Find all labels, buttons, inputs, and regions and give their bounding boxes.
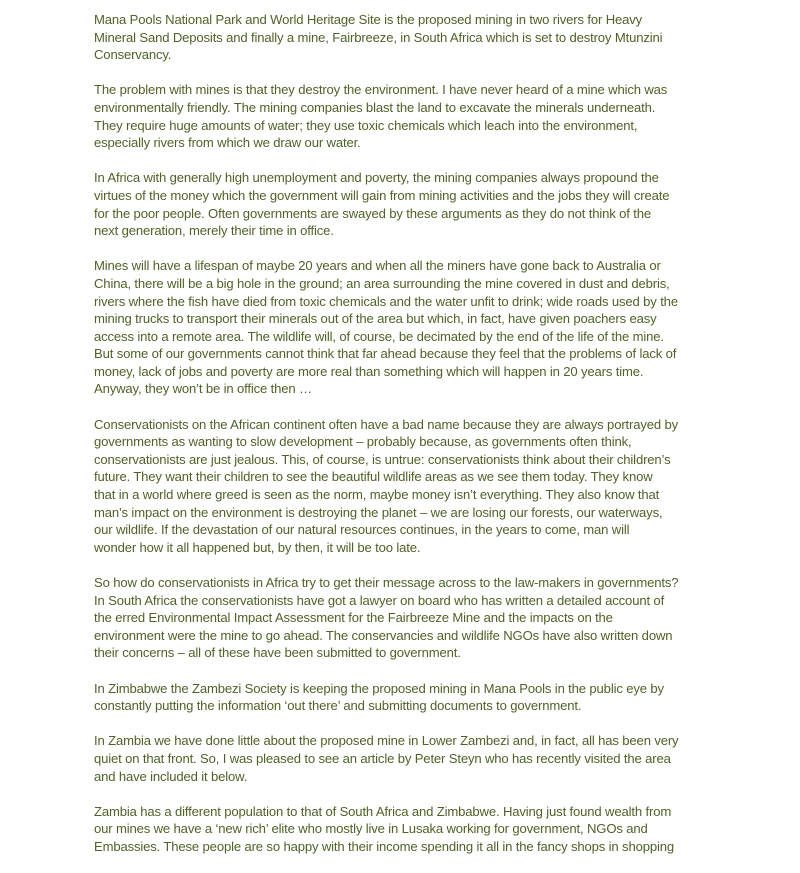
- text-line: virtues of the money which the government will gain from mining activities and the jobs they will create: [94, 187, 670, 203]
- text-line: man’s impact on the environment is destroying the planet – we are losing our forests, our waterways,: [94, 504, 663, 520]
- text-line: our mines we have a ‘new rich’ elite who mostly live in Lusaka working for government, NGOs and: [94, 821, 648, 837]
- text-line: quiet on that front. So, I was pleased to see an article by Peter Steyn who has recently visited the area: [94, 750, 671, 766]
- paragraph: [94, 169, 734, 239]
- text-line: money, lack of jobs and poverty are more real than something which will happen in 20 years time.: [94, 363, 644, 379]
- paragraph: [94, 803, 734, 856]
- text-line: conservationists are just jealous. This, of course, is untrue: conservationists think about their children’s: [94, 451, 671, 467]
- text-line: But some of our governments cannot think that far ahead because they feel that the problems of lack of: [94, 346, 677, 362]
- paragraph: [94, 416, 734, 557]
- text-line: for the poor people. Often governments are swayed by these arguments as they do not think of the: [94, 205, 651, 221]
- paragraph: [94, 680, 734, 715]
- text-line: that in a world where greed is seen as the norm, maybe money isn’t everything. They also know that: [94, 487, 660, 503]
- text-line: Mines will have a lifespan of maybe 20 years and when all the miners have gone back to Australia or: [94, 258, 661, 274]
- text-line: future. They want their children to see the beautiful wildlife areas as we see them today. They know: [94, 469, 653, 485]
- text-line: especially rivers from which we draw our water.: [94, 135, 361, 151]
- text-line: constantly putting the information ‘out there’ and submitting documents to government.: [94, 698, 582, 714]
- paragraph: [94, 11, 734, 64]
- text-line: next generation, merely their time in office.: [94, 223, 334, 239]
- text-line: Conservancy.: [94, 47, 172, 63]
- text-line: Anyway, they won’t be in office then …: [94, 381, 312, 397]
- text-line: environment were the mine to go ahead. The conservancies and wildlife NGOs have also written down: [94, 627, 673, 643]
- text-line: governments as wanting to slow development – probably because, as governments often think,: [94, 434, 632, 450]
- text-line: and have included it below.: [94, 768, 248, 784]
- text-line: rivers where the fish have died from toxic chemicals and the water unfit to drink; wide roads used by the: [94, 293, 678, 309]
- text-line: their concerns – all of these have been submitted to government.: [94, 645, 461, 661]
- text-line: In Zimbabwe the Zambezi Society is keeping the proposed mining in Mana Pools in the public eye by: [94, 680, 664, 696]
- text-line: mining trucks to transport their minerals out of the area but which, in fact, have given poachers easy: [94, 311, 657, 327]
- text-line: They require huge amounts of water; they use toxic chemicals which leach into the environment,: [94, 117, 638, 133]
- text-line: In Zambia we have done little about the proposed mine in Lower Zambezi and, in fact, all has been very: [94, 733, 679, 749]
- text-line: environmentally friendly. The mining companies blast the land to excavate the minerals underneath.: [94, 99, 656, 115]
- text-line: In South Africa the conservationists have got a lawyer on board who has written a detailed account of: [94, 592, 665, 608]
- text-line: Conservationists on the African continent often have a bad name because they are always portrayed by: [94, 416, 679, 432]
- text-line: our wildlife. If the devastation of our natural resources continues, in the years to come, man will: [94, 522, 630, 538]
- document-body: [94, 11, 734, 873]
- text-line: Embassies. These people are so happy with their income spending it all in the fancy shops in shopping: [94, 838, 675, 854]
- text-line: Mana Pools National Park and World Heritage Site is the proposed mining in two rivers for Heavy: [94, 12, 643, 27]
- paragraph: [94, 257, 734, 398]
- text-line: the erred Environmental Impact Assessment for the Fairbreeze Mine and the impacts on the: [94, 610, 613, 626]
- text-line: Zambia has a different population to that of South Africa and Zimbabwe. Having just found wealth from: [94, 803, 672, 819]
- text-line: The problem with mines is that they destroy the environment. I have never heard of a mine which was: [94, 82, 668, 98]
- paragraph: [94, 574, 734, 662]
- text-line: access into a remote area. The wildlife will, of course, be decimated by the end of the life of the mine.: [94, 328, 664, 344]
- text-line: So how do conservationists in Africa try to get their message across to the law-makers in governments?: [94, 575, 679, 590]
- text-line: China, there will be a big hole in the ground; an area surrounding the mine covered in dust and debris,: [94, 275, 670, 291]
- text-line: In Africa with generally high unemployment and poverty, the mining companies always propound the: [94, 170, 659, 186]
- paragraph: [94, 732, 734, 785]
- text-line: wonder how it all happened but, by then, it will be too late.: [94, 539, 421, 555]
- paragraph: [94, 81, 734, 151]
- text-line: Mineral Sand Deposits and finally a mine, Fairbreeze, in South Africa which is set to destroy Mtunzini: [94, 29, 663, 45]
